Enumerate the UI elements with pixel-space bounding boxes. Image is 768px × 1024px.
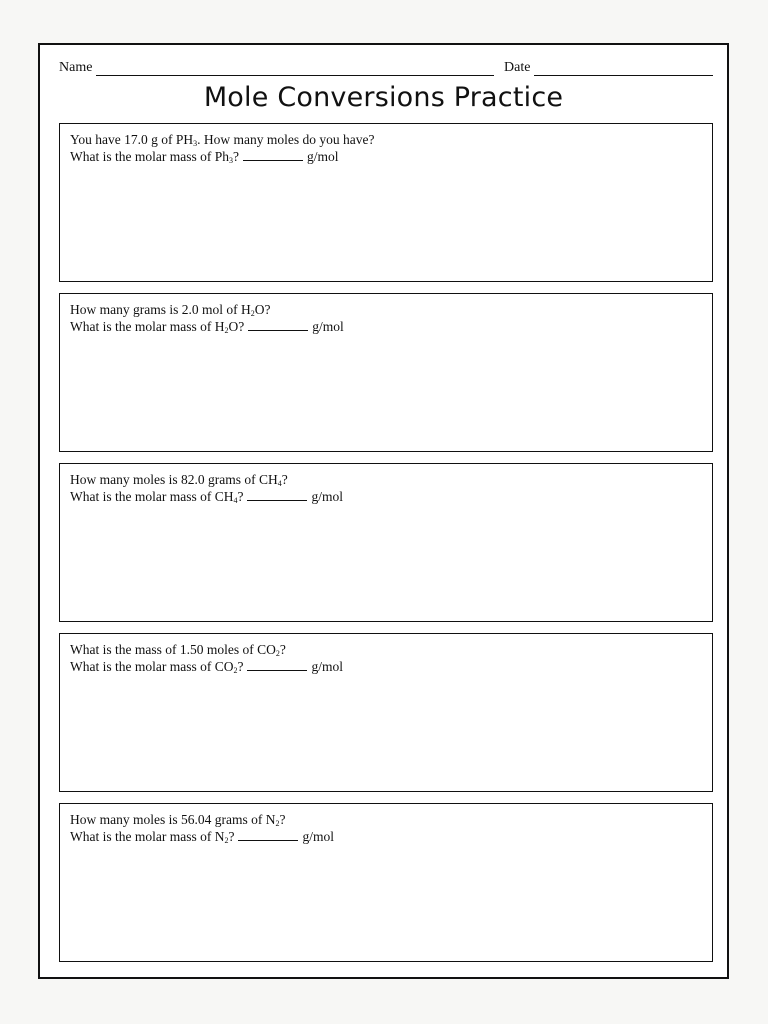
answer-blank[interactable] bbox=[243, 149, 303, 161]
problem-4-question: What is the mass of 1.50 moles of $CO_2$? bbox=[70, 642, 286, 658]
problem-4-molar-mass: What is the molar mass of $CO_2$? g/mol bbox=[70, 659, 343, 675]
date-field[interactable] bbox=[504, 60, 713, 76]
name-line[interactable] bbox=[96, 61, 494, 76]
problem-box-4[interactable] bbox=[59, 633, 713, 792]
answer-blank[interactable] bbox=[247, 659, 307, 671]
problem-3-question: How many moles is 82.0 grams of $CH_4$? bbox=[70, 472, 288, 488]
problem-1-molar-mass: What is the molar mass of $Ph_3$? g/mol bbox=[70, 149, 339, 165]
answer-blank[interactable] bbox=[238, 829, 298, 841]
date-label: Date bbox=[504, 60, 531, 75]
problem-2-molar-mass: What is the molar mass of $H_2O$? g/mol bbox=[70, 319, 344, 335]
problem-box-2[interactable] bbox=[59, 293, 713, 452]
problem-3-molar-mass: What is the molar mass of $CH_4$? g/mol bbox=[70, 489, 343, 505]
header-row bbox=[59, 60, 715, 82]
problem-5-molar-mass: What is the molar mass of $N_2$? g/mol bbox=[70, 829, 334, 845]
page-title: Mole Conversions Practice bbox=[203, 82, 564, 113]
date-line[interactable] bbox=[534, 61, 713, 76]
name-label: Name bbox=[59, 60, 93, 75]
answer-blank[interactable] bbox=[247, 489, 307, 501]
problem-5-question: How many moles is 56.04 grams of $N_2$? bbox=[70, 812, 286, 828]
problem-box-1[interactable] bbox=[59, 123, 713, 282]
answer-blank[interactable] bbox=[248, 319, 308, 331]
problem-2-question: How many grams is 2.0 mol of $H_2O$? bbox=[70, 302, 271, 318]
problem-box-3[interactable] bbox=[59, 463, 713, 622]
problem-box-5[interactable] bbox=[59, 803, 713, 962]
problem-1-question: You have 17.0 g of $PH_3$. How many moles do you have? bbox=[70, 132, 375, 148]
name-field[interactable] bbox=[59, 60, 494, 76]
worksheet-page bbox=[38, 43, 729, 979]
